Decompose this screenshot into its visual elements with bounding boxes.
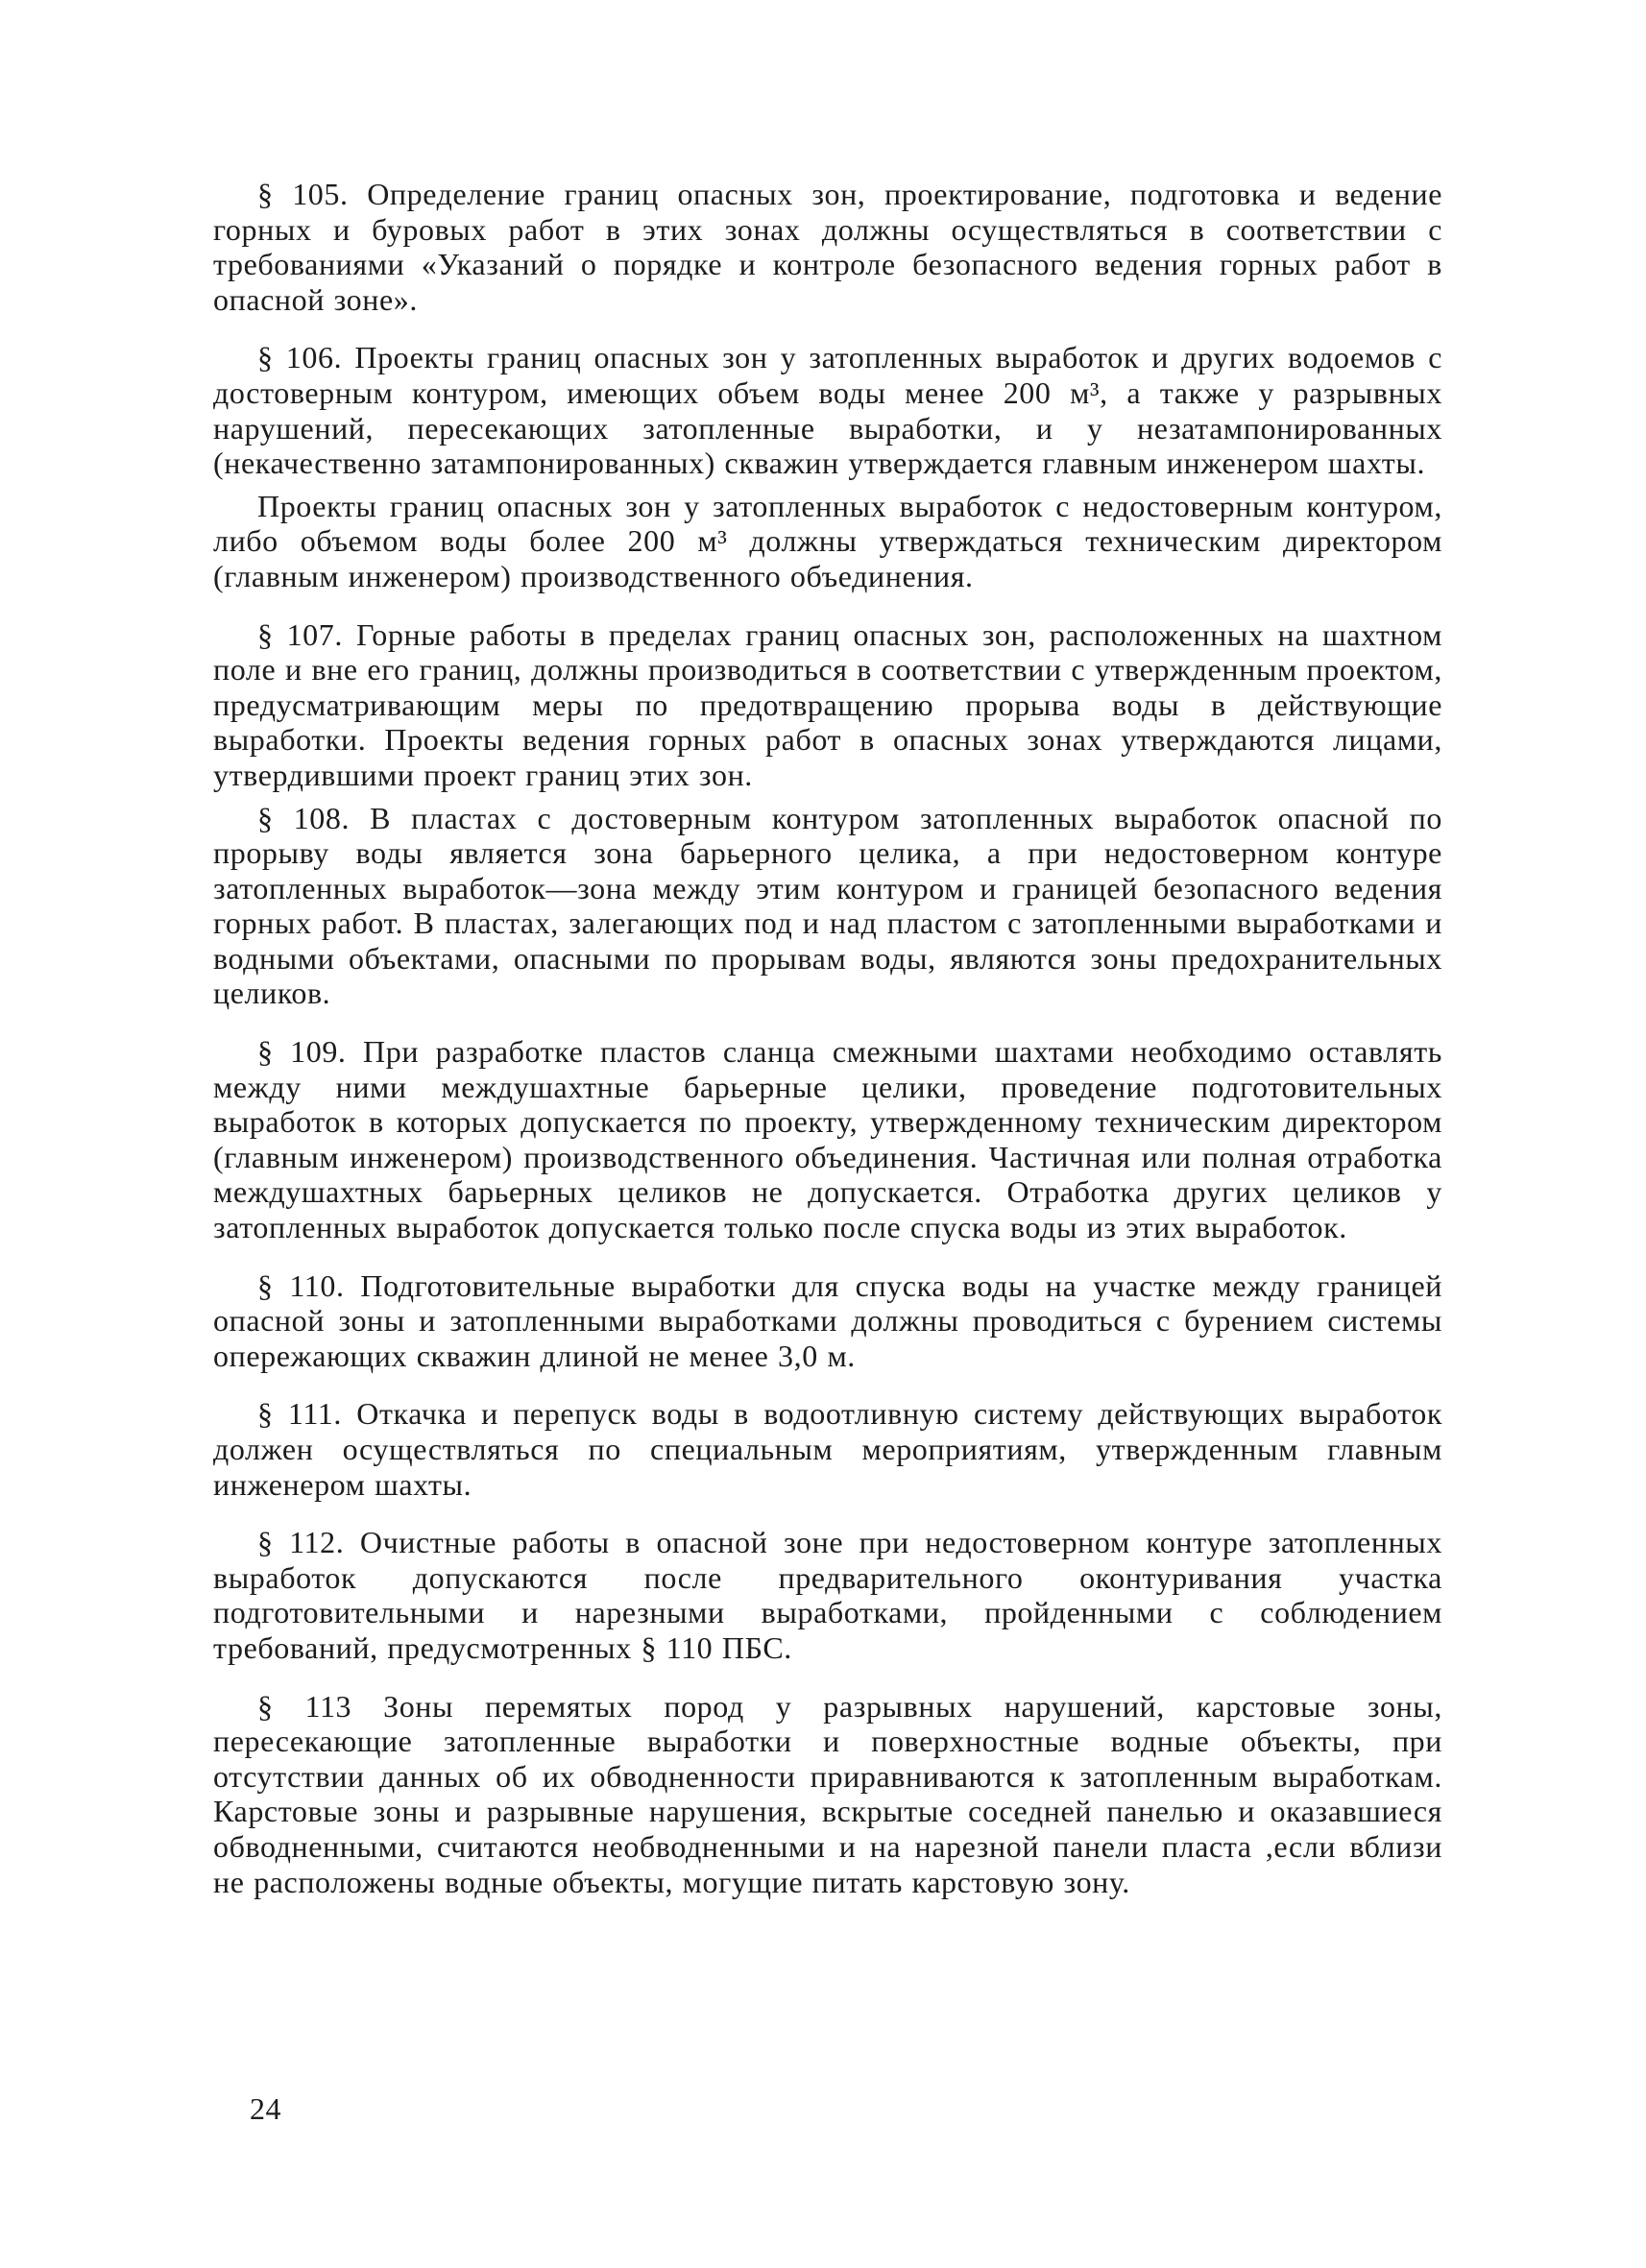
- paragraph-106-continued: Проекты границ опасных зон у затопленных выработок с недостоверным контуром, либо объемом воды более 200 м³ должны утверждаться техническим директором (главным инженером) производственного объединения.: [213, 488, 1442, 593]
- paragraph-111: § 111. Откачка и перепуск воды в водоотливную систему действующих выработок должен осуществляться по специальным мероприятиям, утвержденным главным инженером шахты.: [213, 1396, 1442, 1502]
- paragraph-109: § 109. При разработке пластов сланца смежными шахтами необходимо оставлять между ними междушахтные барьерные целики, проведение подготовительных выработок в которых допускается по проекту, утвержденному техническим директором (главным инженером) производственного объединения. Частичная или полная отработка междушахтных барьерных целиков не допускается. Отработка других целиков у затопленных выработок допускается только после спуска воды из этих выработок.: [213, 1034, 1442, 1245]
- paragraph-108: § 108. В пластах с достоверным контуром затопленных выработок опасной по прорыву воды является зона барьерного целика, а при недостоверном контуре затопленных выработок—зона между этим контуром и границей безопасного ведения горных работ. В пластах, залегающих под и над пластом с затопленными выработками и водными объектами, опасными по прорывам воды, являются зоны предохранительных целиков.: [213, 800, 1442, 1011]
- paragraph-105: § 105. Определение границ опасных зон, проектирование, подготовка и ведение горных и буровых работ в этих зонах должны осуществляться в соответствии с требованиями «Указаний о порядке и контроле безопасного ведения горных работ в опасной зоне».: [213, 177, 1442, 317]
- paragraph-112: § 112. Очистные работы в опасной зоне при недостоверном контуре затопленных выработок допускаются после предварительного оконтуривания участка подготовительными и нарезными выработками, пройденными с соблюдением требований, предусмотренных § 110 ПБС.: [213, 1525, 1442, 1665]
- paragraph-106: § 106. Проекты границ опасных зон у затопленных выработок и других водоемов с достоверным контуром, имеющих объем воды менее 200 м³, а также у разрывных нарушений, пересекающих затопленные выработки, и у незатампонированных (некачественно затампонированных) скважин утверждается главным инженером шахты.: [213, 340, 1442, 481]
- paragraph-113: § 113 Зоны перемятых пород у разрывных нарушений, карстовые зоны, пересекающие затопленные выработки и поверхностные водные объекты, при отсутствии данных об их обводненности приравниваются к затопленным выработкам. Карстовые зоны и разрывные нарушения, вскрытые соседней панелью и оказавшиеся обводненными, считаются необводненными и на нарезной панели пласта ,если вблизи не расположены водные объекты, могущие питать карстовую зону.: [213, 1688, 1442, 1899]
- document-page: [213, 177, 1442, 2135]
- paragraph-107: § 107. Горные работы в пределах границ опасных зон, расположенных на шахтном поле и вне его границ, должны производиться в соответствии с утвержденным проектом, предусматривающим меры по предотвращению прорыва воды в действующие выработки. Проекты ведения горных работ в опасных зонах утверждаются лицами, утвердившими проект границ этих зон.: [213, 616, 1442, 792]
- page-number: 24: [250, 2091, 281, 2126]
- paragraph-110: § 110. Подготовительные выработки для спуска воды на участке между границей опасной зоны и затопленными выработками должны проводиться с бурением системы опережающих скважин длиной не менее 3,0 м.: [213, 1267, 1442, 1373]
